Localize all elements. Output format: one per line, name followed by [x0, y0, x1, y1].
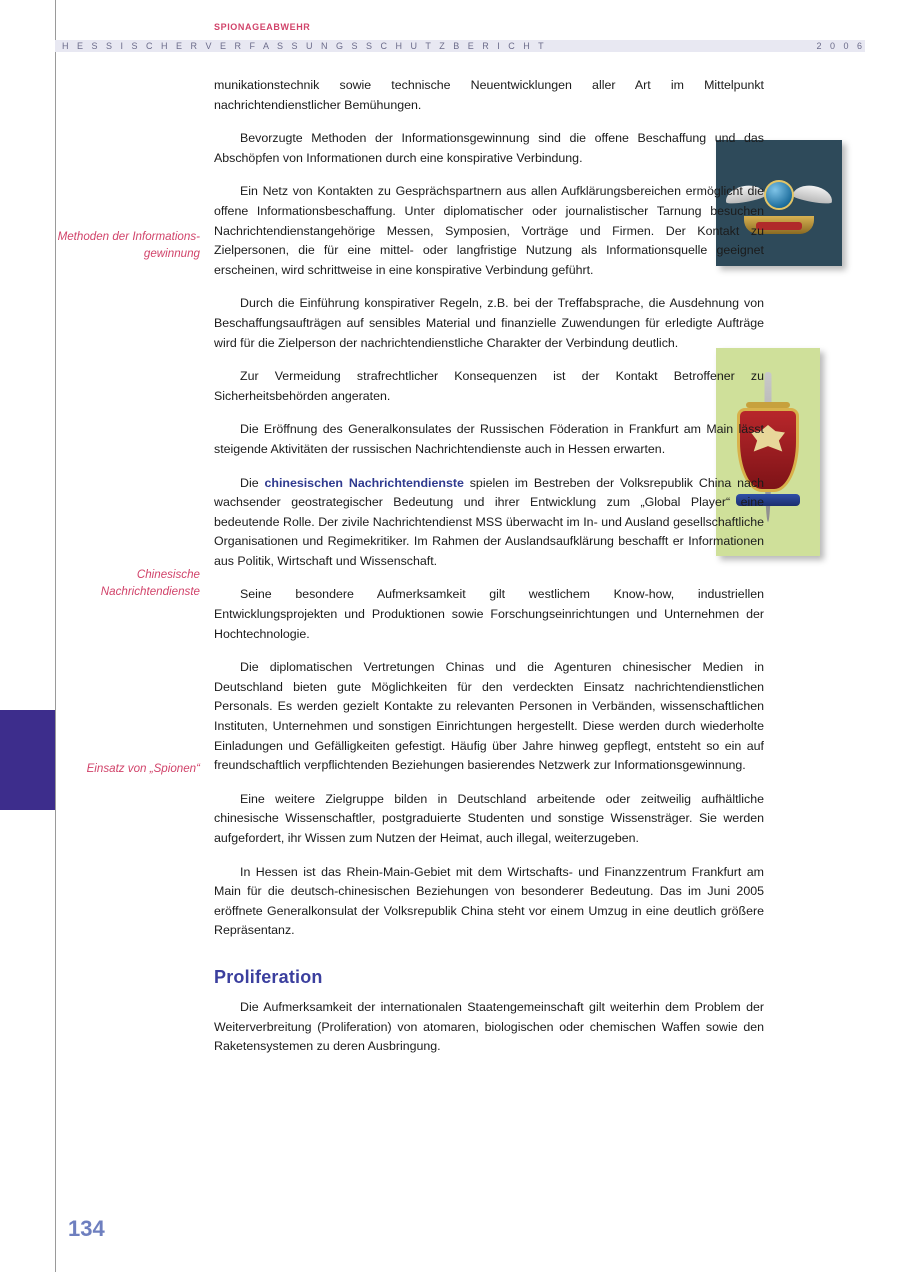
margin-note-spies: Einsatz von „Spionen“ — [86, 762, 200, 775]
margin-note-chinese-services: Chinesische Nachrichtendienste — [100, 568, 200, 599]
page-number: 134 — [68, 1216, 105, 1241]
highlighted-term: chinesischen Nachrichtendienste — [264, 475, 464, 490]
paragraph: Ein Netz von Kontakten zu Gesprächspartnern aus allen Aufklärungsbereichen ermöglicht die offene Informationsbeschaffung. Unter diplomatischer oder journalistischer Tarnung besuchen Nachrichtendienstangehörige Messen, Symposien, Vorträge und Firmen. Der Kontakt zu Zielpersonen, die für eine mittel- oder langfristige Nutzung als Informationsquelle geeignet erscheinen, wird schrittweise in eine konspirative Verbindung geführt. — [214, 184, 764, 277]
main-text-column — [214, 76, 764, 1071]
paragraph: Bevorzugte Methoden der Informationsgewinnung sind die offene Beschaffung und das Abschöpfen von Informationen durch eine konspirative Verbindung. — [214, 131, 764, 165]
running-header-year: 2 0 0 6 — [816, 41, 865, 51]
paragraph: Seine besondere Aufmerksamkeit gilt westlichem Know-how, industriellen Entwicklungsprojekten und Produktionen sowie Forschungseinrichtungen und Unternehmen der Hochtechnologie. — [214, 587, 764, 641]
paragraph-text-post: spielen im Bestreben der Volksrepublik China nach wachsender geostrategischer Bedeutung und ihrer Entwicklung zum „Global Player“ eine bedeutende Rolle. Der zivile Nachrichtendienst MSS überwacht im In- und Ausland gesellschaftliche Organisationen und Regimekritiker. Im Rahmen der Auslandsaufklärung beschafft er Informationen aus Politik, Wirtschaft und Wissenschaft. — [214, 475, 764, 568]
paragraph: munikationstechnik sowie technische Neuentwicklungen aller Art im Mittelpunkt nachrichtendienstlicher Bemühungen. — [214, 78, 764, 112]
paragraph: In Hessen ist das Rhein-Main-Gebiet mit dem Wirtschafts- und Finanzzentrum Frankfurt am Main für die deutsch-chinesischen Beziehungen von besonderer Bedeutung. Das im Juni 2005 eröffnete Generalkonsulat der Volksrepublik China steht vor einem Umzug in eine deutlich größere Repräsentanz. — [214, 864, 764, 938]
left-vertical-rule — [55, 0, 56, 1272]
paragraph: Die diplomatischen Vertretungen Chinas und die Agenturen chinesischer Medien in Deutschland bieten gute Möglichkeiten für den verdeckten Einsatz nachrichtendienstlichen Personals. Es werden gezielt Kontakte zu relevanten Personen in Verbänden, wissenschaftlichen Instituten, Unternehmen und sonstigen Einrichtungen hergestellt. Diese werden durch wiederholte Einladungen und Gefälligkeiten gefestigt. Häufig über Jahre hinweg gepflegt, entsteht so ein auf freundschaftlich verpflichtenden Beziehungen basierendes Netzwerk zur Informationsgewinnung. — [214, 660, 764, 773]
paragraph: Die Eröffnung des Generalkonsulates der Russischen Föderation in Frankfurt am Main lässt steigende Aktivitäten der russischen Nachrichtendienste auch in Hessen erwarten. — [214, 422, 764, 456]
running-header-title: H E S S I S C H E R V E R F A S S U N G S S C H U T Z B E R I C H T — [62, 41, 547, 51]
paragraph: Durch die Einführung konspirativer Regeln, z.B. bei der Treffabsprache, die Ausdehnung von Beschaffungsaufträgen auf sensibles Material und finanzielle Zuwendungen für erledigte Aufträge wird für die Zielperson der nachrichtendienstliche Charakter der Verbindung deutlich. — [214, 296, 764, 350]
paragraph-chinese-services — [214, 474, 764, 572]
header-kicker: SPIONAGEABWEHR — [214, 22, 311, 32]
margin-note-methods: Methoden der Informationsgewinnung — [57, 230, 200, 261]
wing-right-icon — [792, 183, 834, 206]
paragraph: Eine weitere Zielgruppe bilden in Deutschland arbeitende oder zeitweilig aufhältliche chinesische Wissenschaftler, postgraduierte Studenten und sonstige Wissensträger. Sie werden aufgefordert, ihr Wissen zum Nutzen der Heimat, auch illegal, weiterzugeben. — [214, 791, 764, 845]
paragraph-text-pre: Die — [240, 475, 265, 490]
paragraph: Die Aufmerksamkeit der internationalen Staatengemeinschaft gilt weiterhin dem Problem der Weiterverbreitung (Proliferation) von atomaren, biologischen oder chemischen Waffen sowie den Raketensystemen zu deren Ausbringung. — [214, 999, 764, 1054]
globe-icon — [764, 180, 794, 210]
section-heading-proliferation: Proliferation — [214, 966, 323, 987]
paragraph: Zur Vermeidung strafrechtlicher Konsequenzen ist der Kontakt Betroffener zu Sicherheitsbehörden angeraten. — [214, 369, 764, 403]
